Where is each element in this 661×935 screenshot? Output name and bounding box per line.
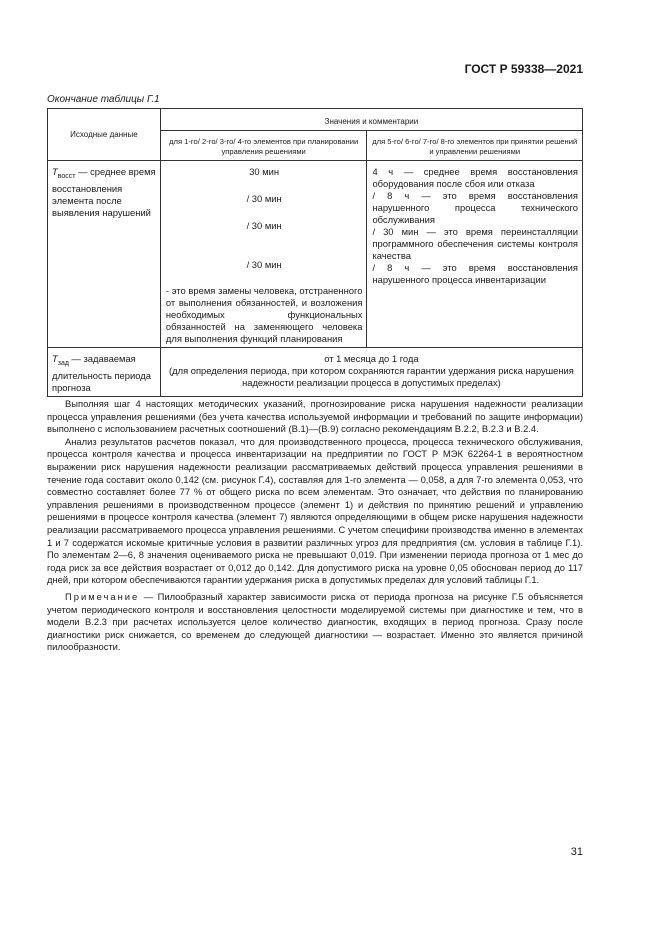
symbol-sub: восст bbox=[57, 172, 76, 180]
row-t-forecast-label bbox=[48, 348, 161, 397]
col1-note: - это время замены человека, отстраненного от выполнения обязанностей, и возложения необходимых функциональных обязанностей на заменяющего человека для выполнения функций планирования bbox=[165, 285, 363, 344]
paragraph-2: Анализ результатов расчетов показал, что для производственного процесса, процесса технического обслуживания, процесса контроля качества и процесса инвентаризации на предприятии по ГОСТ Р МЭК 62264-1 в вероятностном выражении риск нарушения надежности реализации рассматриваемых действий процесса управления решениями в течение года составит около 0,142 (см. рисунок Г.4), составляя для 1-го элемента — 0,058, а для 7-го элемента 0,053, что совместно составляет более 77 % от общего риска по всем элементам. Это означает, что действия по планированию управления решениями в производственном процессе (элемент 1) и действия по принятию решений и управлению решениями в процессе контроля качества (элемент 7) являются определяющими в общем риске нарушения надежности реализации рассматриваемого процесса управления решениями. С учетом специфики производства именно в элементах 1 и 7 содержатся искомые критичные условия в развитии различных угроз для предприятия (см. условия в таблице Г.1). По элементам 2—6, 8 значения оцениваемого риска не превышают 0,019. При изменении периода прогноза от 1 мес до года риск за все действия возрастает от 0,012 до 0,142. Для допустимого риска на уровне 0,05 обоснован период до 117 дней, при котором обеспечиваются гарантии удержания риска в допустимых пределах для условий таблицы Г.1. bbox=[47, 435, 583, 586]
header-elements-1-4: для 1-го/ 2-го/ 3-го/ 4-го элементов при планировании управления решениями bbox=[160, 131, 367, 161]
row-label-text: — задаваемая длительность периода прогноза bbox=[52, 353, 151, 393]
note-paragraph bbox=[47, 591, 583, 654]
paragraph-1: Выполняя шаг 4 настоящих методических указаний, прогнозирование риска нарушения надежности реализации процесса управления решениями (без учета качества используемой информации и требований по защите информации) выполнено с использованием расчетных соотношений (В.1)—(В.9) согласно рекомендациям В.2.2, В.2.3 и В.2.4. bbox=[47, 398, 583, 435]
col2-line-1: 4 ч — среднее время восстановления оборудования после сбоя или отказа bbox=[372, 166, 578, 189]
row-t-recovery-col1 bbox=[160, 161, 367, 348]
row-t-recovery-col2 bbox=[367, 161, 583, 348]
symbol-t: T bbox=[52, 353, 58, 364]
forecast-comment: (для определения периода, при котором сохраняются гарантии удержания риска нарушения надежности реализации процесса в допустимых пределах) bbox=[169, 365, 574, 388]
value-3: / 30 мин bbox=[246, 220, 282, 231]
header-values-comments: Значения и комментарии bbox=[160, 109, 582, 131]
row-label-text: — среднее время восстановления элемента после выявления нарушений bbox=[52, 166, 156, 218]
note-text: — Пилообразный характер зависимости риска от периода прогноза на рисунке Г.5 объясняется учетом периодического контроля и восстановления целостности моделируемой системы при диагностике и тем, что в модели В.2.3 при расчетах используется целое количество диагностик, входящих в период прогноза. Сразу после диагностики риск снижается, со временем до следующей диагностики — возрастает. Именно это является причиной пилообразности. bbox=[47, 590, 583, 653]
col2-line-4: / 8 ч — это время восстановления нарушенного процесса инвентаризации bbox=[372, 262, 578, 285]
header-elements-5-8: для 5-го/ 6-го/ 7-го/ 8-го элементов при принятии решений и управлении решениями bbox=[367, 131, 583, 161]
note-label: Примечание bbox=[65, 590, 140, 602]
symbol-t: T bbox=[52, 166, 58, 177]
value-4: / 30 мин bbox=[246, 259, 282, 270]
value-1: 30 мин bbox=[249, 166, 280, 177]
standard-designation: ГОСТ Р 59338—2021 bbox=[464, 62, 583, 76]
row-t-forecast-value bbox=[160, 348, 582, 397]
row-t-recovery-label bbox=[48, 161, 161, 348]
col2-line-3: / 30 мин — это время переинсталляции программного обеспечения системы контроля качества bbox=[372, 226, 578, 261]
page-number: 31 bbox=[570, 846, 583, 858]
value-2: / 30 мин bbox=[246, 193, 282, 204]
forecast-value: от 1 месяца до 1 года bbox=[324, 353, 419, 364]
symbol-sub: зад bbox=[57, 359, 69, 367]
table-g1 bbox=[47, 108, 583, 397]
header-input-data: Исходные данные bbox=[48, 109, 161, 161]
table-caption: Окончание таблицы Г.1 bbox=[47, 94, 160, 105]
col2-line-2: / 8 ч — это время восстановления нарушенного процесса технического обслуживания bbox=[372, 190, 578, 225]
body-text bbox=[47, 398, 583, 654]
